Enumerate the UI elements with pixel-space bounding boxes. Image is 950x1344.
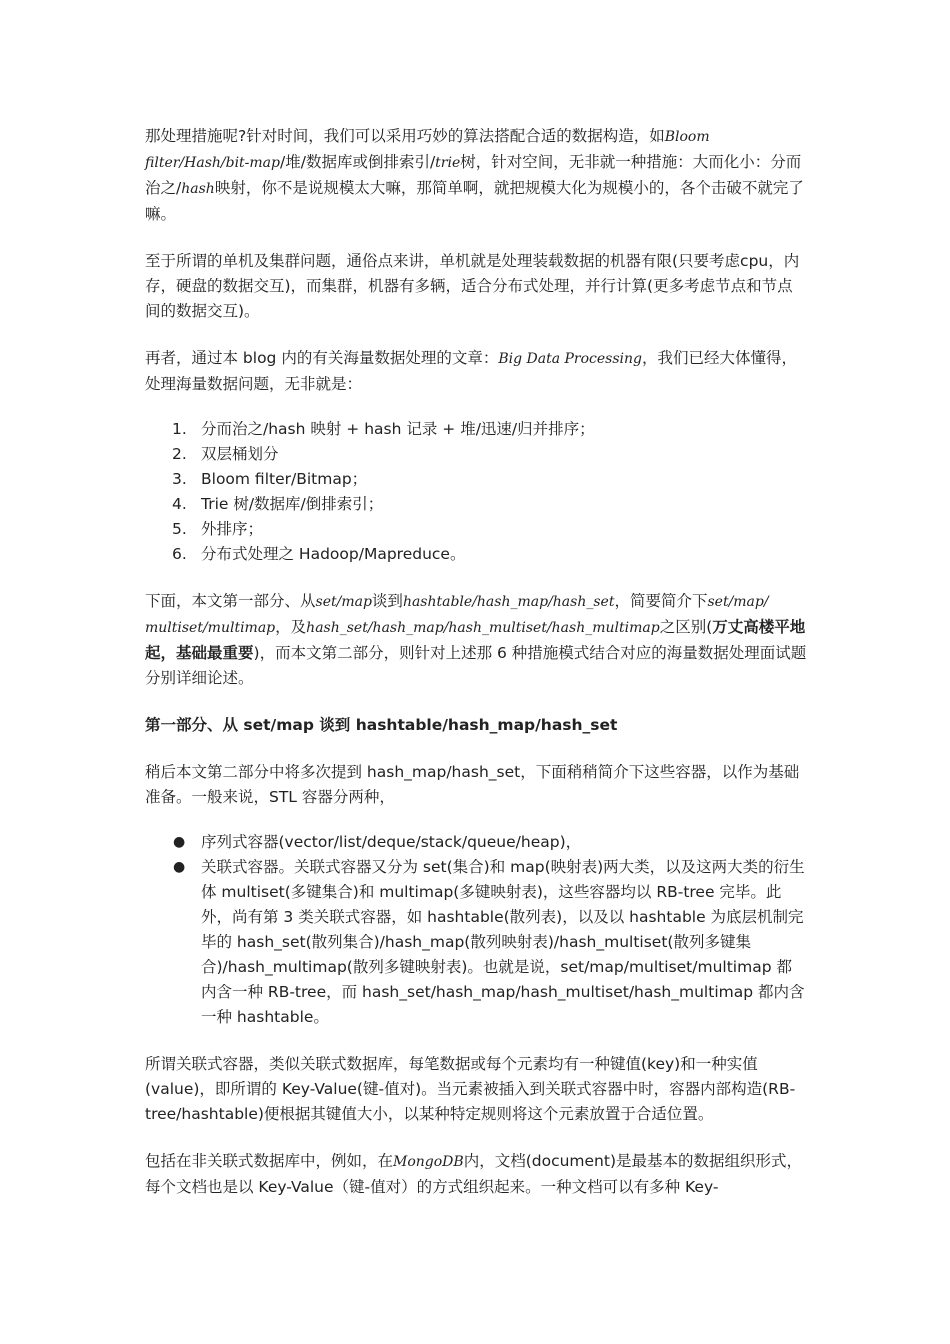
list-item [145, 542, 807, 567]
paragraph-stl-containers: 稍后本文第二部分中将多次提到 hash_map/hash_set，下面稍稍简介下这些容器，以作为基础准备。一般来说，STL 容器分两种， [145, 763, 800, 806]
text-run: 之区别( [659, 618, 713, 636]
list-number: 1. [172, 420, 187, 438]
list-number: 4. [172, 495, 187, 513]
list-item [145, 855, 807, 1030]
list-item-text: 序列式容器(vector/list/deque/stack/queue/heap)， [201, 833, 582, 851]
link-big-data-processing[interactable]: Big Data Processing [498, 351, 642, 367]
list-item [145, 417, 807, 442]
paragraph-strategy [145, 124, 807, 227]
text-run: 包括在非关联式数据库中，例如，在 [145, 1152, 394, 1170]
text-run: 谈到 [371, 592, 403, 610]
paragraph-overview [145, 589, 807, 691]
text-run: /堆/数据库或倒排索引/ [280, 153, 436, 171]
text-run: )，而本文第二部分，则针对上述那 6 种措施模式结合对应的海量数据处理面试题分别详细论述。 [145, 644, 807, 687]
list-item [145, 517, 807, 542]
italic-term: set/map [315, 594, 372, 610]
bold-emphasis: 万丈高楼平地起，基础最重要 [145, 618, 806, 662]
list-item [145, 467, 807, 492]
italic-term: trie [435, 155, 461, 171]
list-item-text: 双层桶划分 [201, 445, 279, 463]
italic-term: hash_set/hash_map/hash_multiset/hash_multimap [306, 620, 660, 636]
list-item-text: 分而治之/hash 映射 + hash 记录 + 堆/迅速/归并排序； [201, 420, 595, 438]
section-heading: 第一部分、从 set/map 谈到 hashtable/hash_map/hash_set [145, 716, 618, 734]
list-number: 5. [172, 520, 187, 538]
containers-list [145, 830, 807, 1030]
list-number: 2. [172, 445, 187, 463]
text-run: 映射，你不是说规模太大嘛，那简单啊，就把规模大化为规模小的，各个击破不就完了嘛。 [145, 179, 804, 223]
paragraph-mongodb [145, 1149, 807, 1200]
methods-list [145, 417, 807, 567]
list-item [145, 442, 807, 467]
italic-term: hash [181, 181, 215, 197]
italic-term: hashtable/hash_map/hash_set [402, 594, 615, 610]
text-run: 再者，通过本 blog 内的有关海量数据处理的文章： [145, 349, 499, 367]
list-item [145, 830, 807, 855]
list-item [145, 492, 807, 517]
text-run: 下面，本文第一部分、从 [145, 592, 316, 610]
text-run: 树，针对空间，无非就一种措施：大而化小：分而治之/ [145, 153, 802, 197]
italic-term: Bloom filter/Hash/bit-map [145, 129, 710, 171]
list-number: 3. [172, 470, 187, 488]
paragraph-intro-methods [145, 346, 807, 397]
text-run: ，简要简介下 [614, 592, 708, 610]
list-item-text: Trie 树/数据库/倒排索引； [201, 495, 384, 513]
italic-term: MongoDB [393, 1154, 464, 1170]
list-number: 6. [172, 545, 187, 563]
text-run: 内，文档(document)是最基本的数据组织形式，每个文档也是以 Key-Value（键-值对）的方式组织起来。一种文档可以有多种 Key- [145, 1152, 803, 1196]
document-page [145, 118, 807, 1200]
text-run: ，及 [275, 618, 307, 636]
list-item-text: 分布式处理之 Hadoop/Mapreduce。 [201, 545, 466, 563]
bullet-icon: ● [173, 859, 186, 875]
bullet-icon: ● [173, 834, 186, 850]
list-item-text: Bloom filter/Bitmap； [201, 470, 368, 488]
paragraph-cluster: 至于所谓的单机及集群问题，通俗点来讲，单机就是处理装载数据的机器有限(只要考虑cpu，内存，硬盘的数据交互)，而集群，机器有多辆，适合分布式处理，并行计算(更多考虑节点和节点间的数据交互)。 [145, 252, 800, 320]
list-item-text: 关联式容器。关联式容器又分为 set(集合)和 map(映射表)两大类，以及这两大类的衍生体 multiset(多键集合)和 multimap(多键映射表)，这些容器均以 RB-tree 完毕。此外，尚有第 3 类关联式容器，如 hashtable(散列表)，以及以 hashtable 为底层机制完毕的 hash_set(散列集合)/hash_map(散列映射表)/hash_multiset(散列多键集合)/hash_multimap(散列多键映射表)。也就是说，set/map/multiset/multimap 都内含一种 RB-tree，而 hash_set/hash_map/hash_multiset/hash_multimap 都内含一种 hashtable。 [201, 858, 805, 1026]
text-run: ，我们已经大体懂得，处理海量数据问题，无非就是： [145, 349, 798, 393]
italic-term: set/map/ multiset/multimap [145, 594, 769, 636]
list-item-text: 外排序； [201, 520, 264, 538]
text-run: 那处理措施呢?针对时间，我们可以采用巧妙的算法搭配合适的数据构造，如 [145, 127, 665, 145]
paragraph-associative: 所谓关联式容器，类似关联式数据库，每笔数据或每个元素均有一种键值(key)和一种实值(value)，即所谓的 Key-Value(键-值对)。当元素被插入到关联式容器中时，容器内部构造(RB-tree/hashtable)便根据其键值大小，以某种特定规则将这个元素放置于合适位置。 [145, 1055, 796, 1123]
